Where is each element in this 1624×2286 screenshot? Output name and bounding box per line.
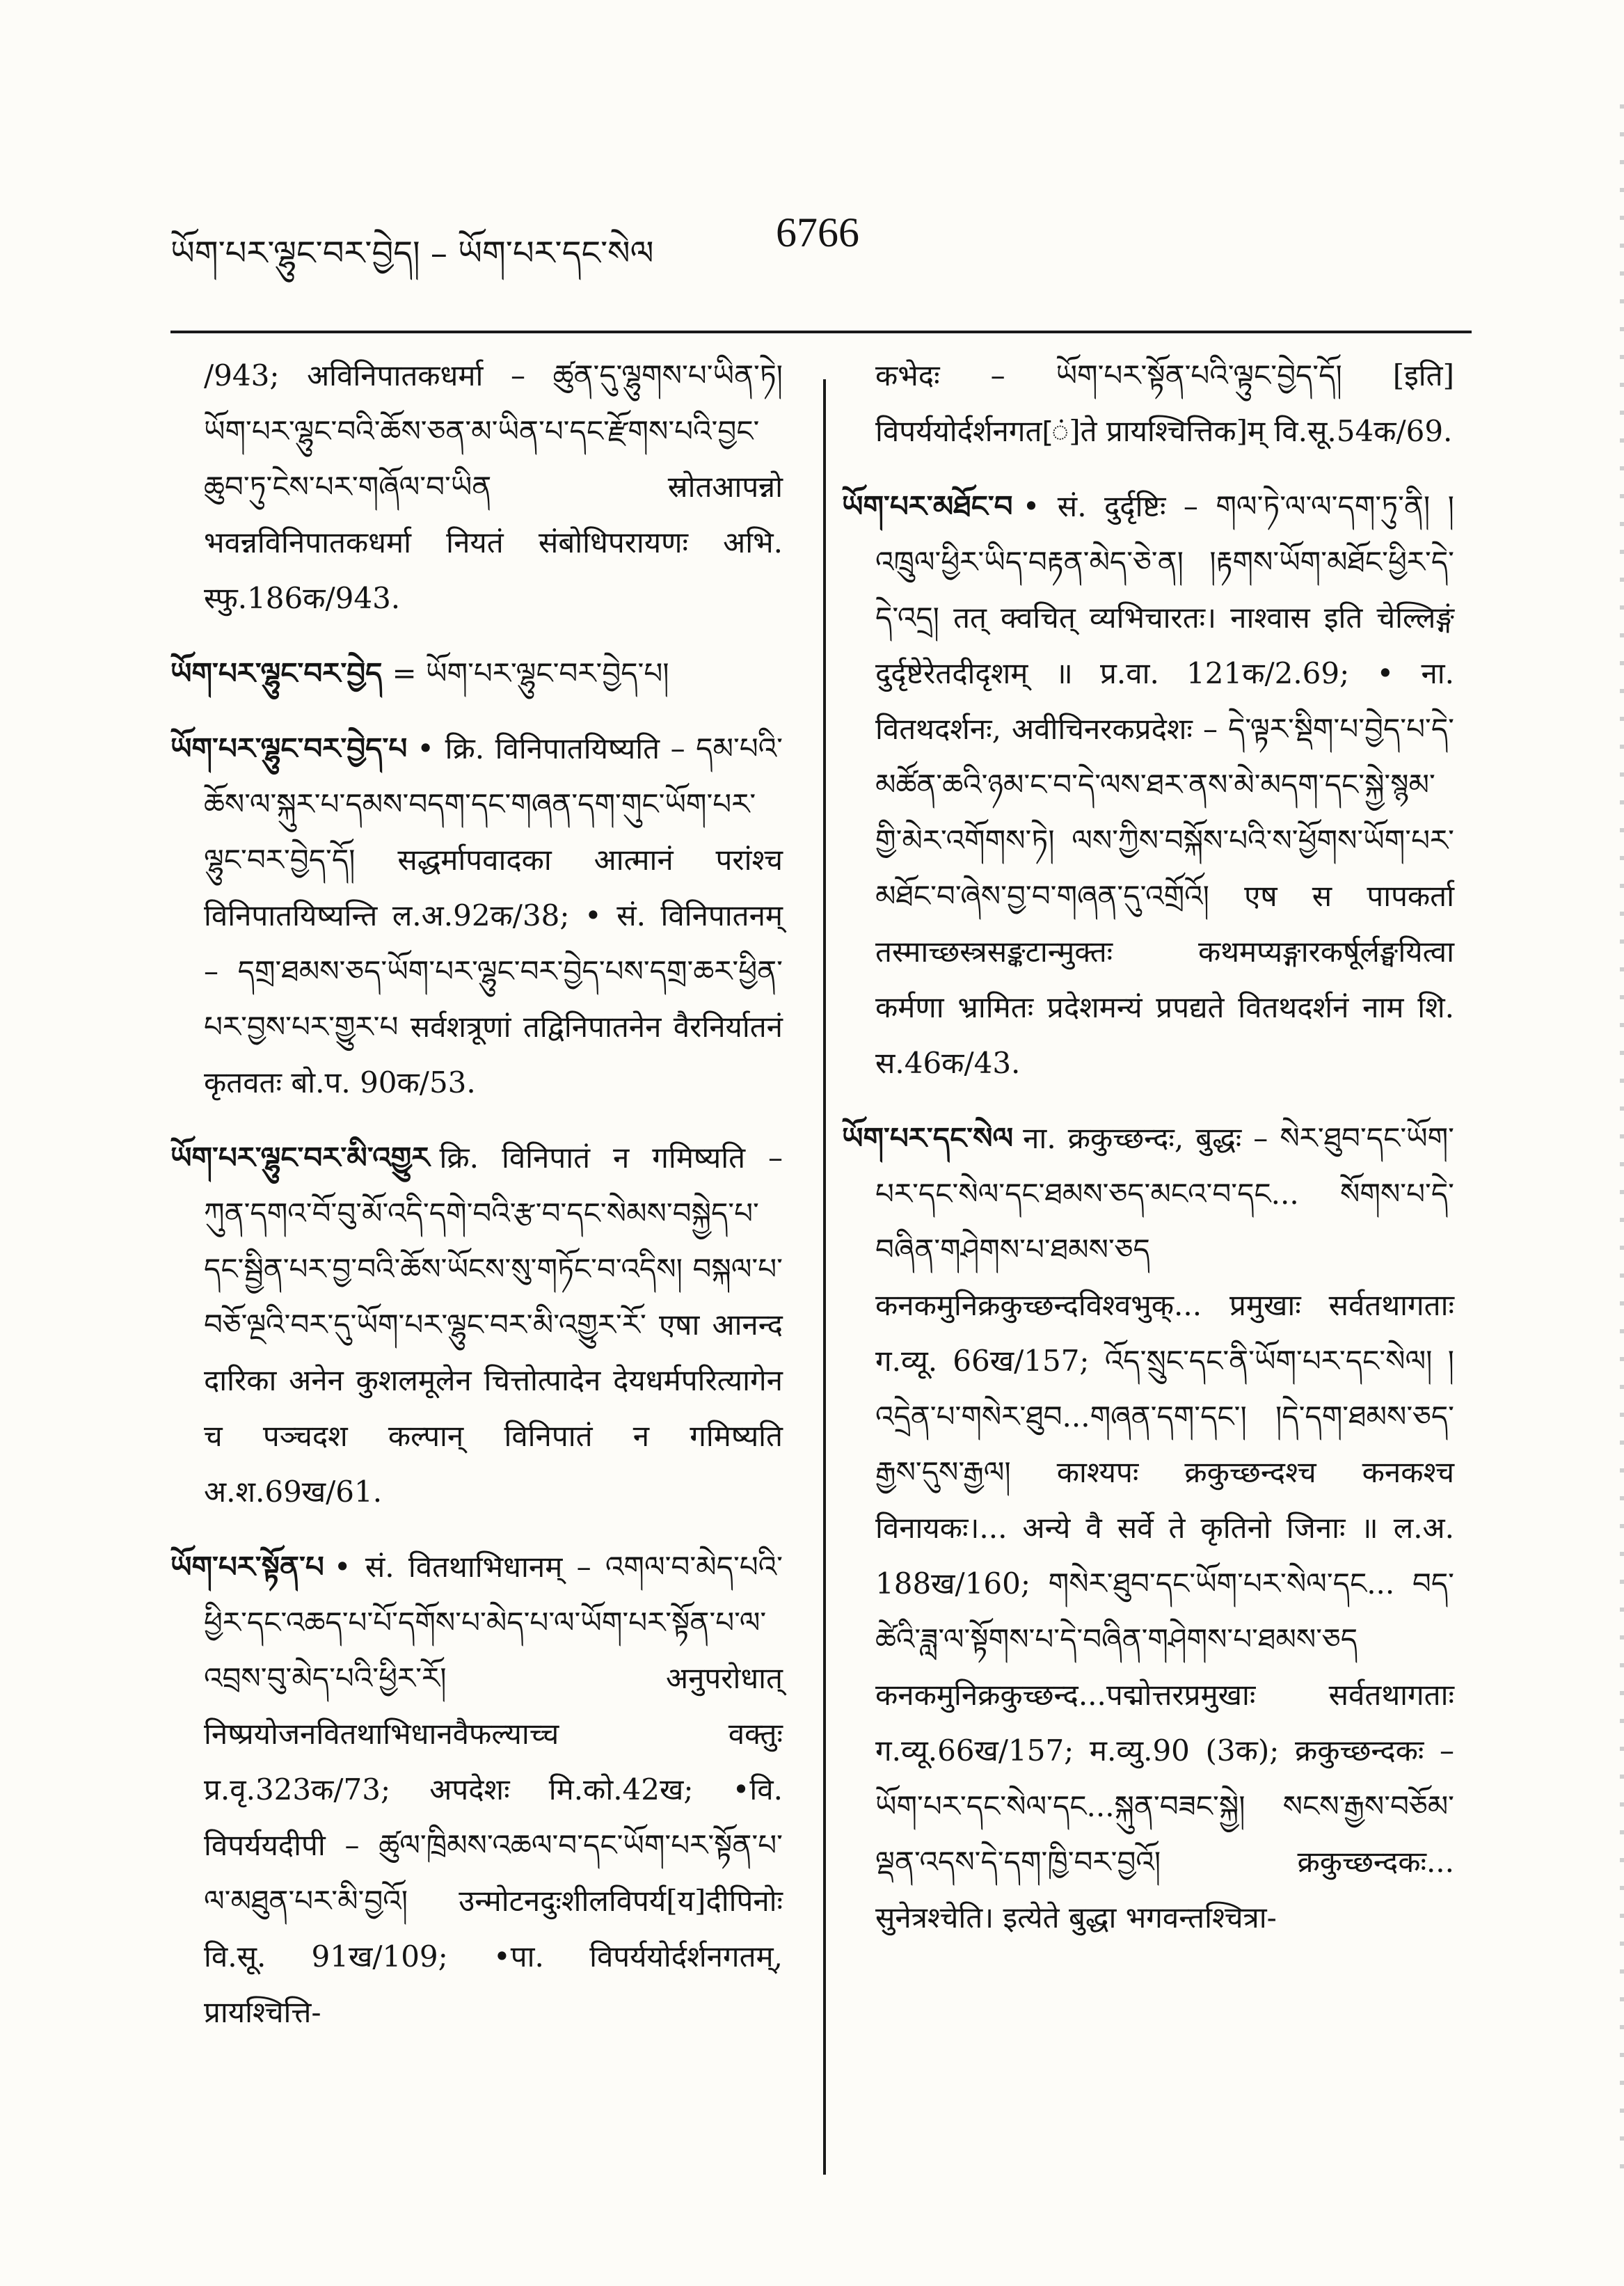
entry-text: क्रि. विनिपातं न गमिष्यति – ཀུན་དགའ་བོ་བུ་མོ་འདི་དགེ་བའི་རྩ་བ་དང་སེམས་བསྐྱེད་པ་དང་སྦྱིན་པར་བྱ་བའི་ཆོས་ཡོངས་སུ་གཏོང་བ་འདིས། བསྐལ་པ་བཅོ་ལྔའི་བར་དུ་ཡོག་པར་ལྷུང་བར་མི་འགྱུར་རོ་ एषा आनन्द दारिका अनेन कुशलमूलेन चित्तोत्पादेन देयधर्मपरित्यागेन च पञ्चदश कल्पान् विनिपातं न गमिष्यति अ.श.69ख/61. bbox=[204, 1141, 783, 1509]
entry-text: ना. क्रकुच्छन्दः, बुद्धः – སེར་ཐུབ་དང་ཡོག་པར་དང་སེལ་དང་ཐམས་ཅད་མངའ་བ་དང... སོགས་པ་དེ་བཞིན་གཤེགས་པ་ཐམས་ཅད कनकमुनिक्रकुच्छन्दविश्वभुक्... प्रमुखाः सर्वतथागताः ग.व्यू. 66ख/157; འོད་སྲུང་དང་ནི་ཡོག་པར་དང་སེལ། །འདྲེན་པ་གསེར་ཐུབ...གཞན་དག་དང་། །དེ་དག་ཐམས་ཅད་རྒྱས་དུས་རྒྱལ། काश्यपः क्रकुच्छन्दश्च कनकश्च विनायकः।... अन्ये वै सर्वे ते कृतिनो जिनाः ॥ ल.अ. 188ख/160; གསེར་ཐུབ་དང་ཡོག་པར་སེལ་དང... བད་ཚེའི་ཟླ་ལ་སྟོགས་པ་དེ་བཞིན་གཤེགས་པ་ཐམས་ཅད कनकमुनिक्रकुच्छन्द...पद्मोत्तरप्रमुखाः सर्वतथागताः ग.व्यू.66ख/157; म.व्यु.90 (3क); क्रकुच्छन्दकः – ཡོག་པར་དང་སེལ་དང...སྐུན་བཟང་སྐྱེ། སངས་རྒྱས་བཅོམ་ལྡན་འདས་དེ་དག་ཁྱི་བར་བྱའོ། क्रकुच्छन्दकः... सुनेत्रश्चेति। इत्येते बुद्धा भगवन्तश्चित्रा- bbox=[875, 1121, 1454, 1935]
entry-headword: ཡོག་པར་མཐོང་བ bbox=[842, 489, 1013, 523]
dictionary-entry bbox=[842, 348, 1454, 459]
right-column bbox=[842, 348, 1454, 1965]
running-head: ཡོག་པར་ལྷུང་བར་བྱེད། – ཡོག་པར་དང་སེལ bbox=[170, 234, 654, 273]
scan-edge-mark bbox=[1620, 104, 1624, 2192]
entry-text: • सं. दुर्दृष्टिः – གལ་ཏེ་ལ་ལ་དག་ཏུ་ནི། །འཁྲུལ་ཕྱིར་ཡིད་བརྟན་མེད་ཅེ་ན། །རྟགས་ཡོག་མཐོང་ཕྱིར་དེ་དེ་འདྲ། तत् क्वचित् व्यभिचारतः। नाश्वास इति चेल्लिङ्गं दुर्दृष्टेरेतदीदृशम् ॥ प्र.वा. 121क/2.69; • ना. वितथदर्शनः, अवीचिनरकप्रदेशः – དེ་ལྟར་སྡིག་པ་བྱེད་པ་དེ་མཚོན་ཆའི་ཉམ་ང་བ་དེ་ལས་ཐར་ནས་མེ་མདག་དང་སྐྱེ་སྙམ་གྱི་མེར་འགོགས་ཏེ། ལས་ཀྱིས་བསྐོས་པའི་ས་ཕྱོགས་ཡོག་པར་མཐོང་བ་ཞེས་བྱ་བ་གཞན་དུ་འགྲོའོ། एष स पापकर्ता तस्माच्छस्त्रसङ्कटान्मुक्तः कथमप्यङ्गारकर्षूर्लङ्घयित्वा कर्मणा भ्रामितः प्रदेशमन्यं प्रपद्यते वितथदर्शनं नाम शि. स.46क/43. bbox=[875, 489, 1454, 1080]
dictionary-entry bbox=[170, 1130, 783, 1520]
column-divider bbox=[823, 379, 826, 2175]
dictionary-entry bbox=[170, 721, 783, 1111]
entry-text: • क्रि. विनिपातयिष्यति – དམ་པའི་ཆོས་ལ་སྐུར་པ་དམས་བདག་དང་གཞན་དག་གུང་ཡོག་པར་ལྷུང་བར་བྱེད་དོ། सद्धर्मापवादका आत्मानं परांश्च विनिपातयिष्यन्ति ल.अ.92क/38; • सं. विनिपातनम् – དགྲ་ཐམས་ཅད་ཡོག་པར་ལྷུང་བར་བྱེད་པས་དགྲ་ཆར་ཕྱིན་པར་བྱས་པར་གྱུར་པ सर्वशत्रूणां तद्विनिपातनेन वैरनिर्यातनं कृतवतः बो.प. 90क/53. bbox=[204, 731, 783, 1100]
entry-text: /943; अविनिपातकधर्मा – ཚུན་དུ་ལྷུགས་པ་ཡིན་ཏེ། ཡོག་པར་ལྷུང་བའི་ཆོས་ཅན་མ་ཡིན་པ་དང་རྫོགས་པའི་བྱང་ཆུབ་ཏུ་ངེས་པར་གཞོལ་བ་ཡིན स्रोतआपन्नो भवन्नविनिपातकधर्मा नियतं संबोधिपरायणः अभि. स्फु.186क/943. bbox=[204, 358, 783, 615]
page-number: 6766 bbox=[776, 209, 859, 255]
dictionary-entry bbox=[842, 479, 1454, 1091]
entry-headword: ཡོག་པར་སྟོན་པ bbox=[170, 1550, 324, 1584]
dictionary-entry bbox=[842, 1111, 1454, 1946]
entry-text: कभेदः – ཡོག་པར་སྟོན་པའི་ལྟུང་བྱེད་དོ། [इति] विपर्ययोर्दर्शनगत[ं]ते प्रायश्चित्तिक]म् वि.सू.54क/69. bbox=[875, 358, 1454, 448]
dictionary-entry bbox=[170, 646, 783, 701]
left-column bbox=[170, 348, 783, 2060]
page-header bbox=[170, 209, 1479, 271]
entry-headword: ཡོག་པར་དང་སེལ bbox=[842, 1121, 1014, 1155]
dictionary-entry bbox=[170, 348, 783, 626]
header-rule bbox=[170, 331, 1472, 333]
entry-headword: ཡོག་པར་ལྷུང་བར་བྱེད bbox=[170, 656, 383, 690]
entry-text: • सं. वितथाभिधानम् – འགལ་བ་མེད་པའི་ཕྱིར་དང་འཆད་པ་པོ་དགོས་པ་མེད་པ་ལ་ཡོག་པར་སྟོན་པ་ལ་འབྲས་བུ་མེད་པའི་ཕྱིར་རོ། अनुपरोधात् निष्प्रयोजनवितथाभिधानवैफल्याच्च वक्तुः प्र.वृ.323क/73; अपदेशः मि.को.42ख; •वि. विपर्ययदीपी – ཚུལ་ཁྲིམས་འཆལ་བ་དང་ཡོག་པར་སྟོན་པ་ལ་མཐུན་པར་མི་བྱའོ། उन्मोटनदुःशीलविपर्य[य]दीपिनोः वि.सू. 91ख/109; •पा. विपर्ययोर्दर्शनगतम्, प्रायश्चित्ति- bbox=[204, 1550, 783, 2029]
entry-text: = ཡོག་པར་ལྷུང་བར་བྱེད་པ། bbox=[392, 656, 669, 690]
dictionary-entry bbox=[170, 1539, 783, 2040]
entry-headword: ཡོག་པར་ལྷུང་བར་བྱེད་པ bbox=[170, 731, 408, 765]
entry-headword: ཡོག་པར་ལྷུང་བར་མི་འགྱུར bbox=[170, 1141, 430, 1175]
